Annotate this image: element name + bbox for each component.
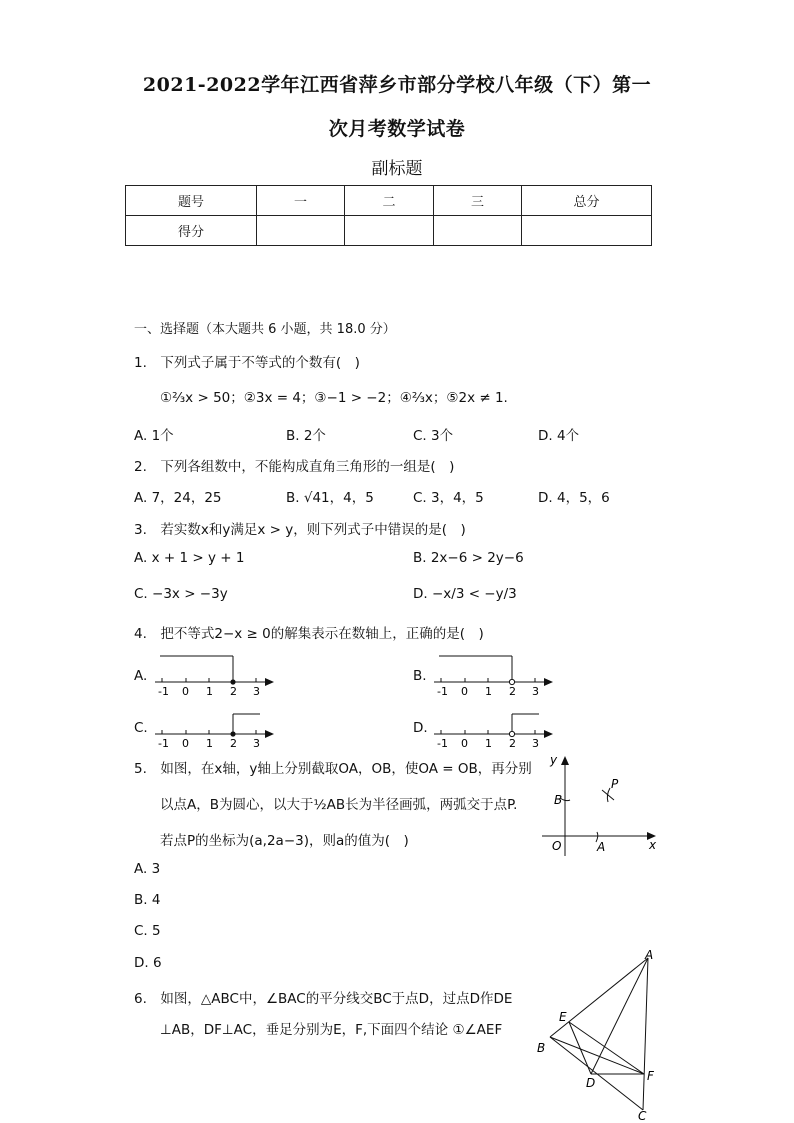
score-header-cell: 三 xyxy=(434,186,522,216)
q1-option-a[interactable]: A. 1个 xyxy=(134,428,174,444)
tick-label: 3 xyxy=(532,685,539,698)
label-b: B xyxy=(554,793,563,807)
tick-label: 2 xyxy=(230,685,237,698)
q2-option-d[interactable]: D. 4，5，6 xyxy=(538,490,610,506)
q3-option-c[interactable]: C. −3x > −3y xyxy=(134,586,228,602)
score-input-cell[interactable] xyxy=(522,216,652,246)
open-point xyxy=(509,679,514,684)
tick-label: 1 xyxy=(485,737,492,750)
label-e: E xyxy=(559,1010,567,1024)
score-table-score-row xyxy=(126,216,652,246)
tick-label: 3 xyxy=(532,737,539,750)
number-line-c xyxy=(150,704,280,750)
label-o: O xyxy=(552,839,562,853)
q4-option-a[interactable]: A. xyxy=(134,668,148,684)
segment-bf xyxy=(550,1037,644,1074)
score-table xyxy=(125,185,652,246)
tick-label: 3 xyxy=(253,685,260,698)
q3-option-d[interactable]: D. −x/3 < −y/3 xyxy=(413,586,517,602)
question-3-text: 3. 若实数x和y满足x > y，则下列式子中错误的是( ) xyxy=(134,522,466,538)
tick-label: -1 xyxy=(437,737,448,750)
q2-option-b[interactable]: B. √41，4，5 xyxy=(286,490,374,506)
tick-label: 0 xyxy=(182,737,189,750)
q3-option-b[interactable]: B. 2x−6 > 2y−6 xyxy=(413,550,524,566)
q2-option-a[interactable]: A. 7，24，25 xyxy=(134,490,222,506)
arrow-head xyxy=(544,678,553,686)
subtitle: 副标题 xyxy=(371,159,423,179)
score-input-cell[interactable] xyxy=(345,216,434,246)
side-ab xyxy=(550,958,648,1037)
tick-label: 0 xyxy=(461,685,468,698)
tick-label: 3 xyxy=(253,737,260,750)
q1-option-c[interactable]: C. 3个 xyxy=(413,428,454,444)
label-d: D xyxy=(586,1076,596,1090)
score-header-cell: 二 xyxy=(345,186,434,216)
number-line-a xyxy=(150,652,280,698)
tick-label: 1 xyxy=(485,685,492,698)
q5-option-d[interactable]: D. 6 xyxy=(134,955,162,971)
tick-label: -1 xyxy=(158,737,169,750)
arrow-head xyxy=(265,678,274,686)
label-f: F xyxy=(647,1069,654,1083)
score-header-cell: 一 xyxy=(257,186,345,216)
q2-option-c[interactable]: C. 3，4，5 xyxy=(413,490,484,506)
q1-option-b[interactable]: B. 2个 xyxy=(286,428,326,444)
score-header-cell: 题号 xyxy=(126,186,257,216)
question-1-expressions: ①⅔x > 50；②3x = 4；③−1 > −2；④⅔x；⑤2x ≠ 1. xyxy=(160,390,508,406)
question-5-line-1: 5. 如图，在x轴，y轴上分别截取OA，OB，使OA = OB，再分别 xyxy=(134,761,532,777)
label-a: A xyxy=(597,840,606,854)
tick-label: 2 xyxy=(230,737,237,750)
q1-option-d[interactable]: D. 4个 xyxy=(538,428,580,444)
question-2-text: 2. 下列各组数中，不能构成直角三角形的一组是( ) xyxy=(134,459,455,475)
q5-coordinate-figure xyxy=(538,748,663,856)
title-line-2: 次月考数学试卷 xyxy=(328,118,466,140)
label-p: P xyxy=(611,777,619,791)
section-heading: 一、选择题（本大题共 6 小题，共 18.0 分） xyxy=(134,322,396,337)
q4-option-d[interactable]: D. xyxy=(413,720,428,736)
question-4-text: 4. 把不等式2−x ≥ 0的解集表示在数轴上，正确的是( ) xyxy=(134,626,484,642)
question-1-text: 1. 下列式子属于不等式的个数有( ) xyxy=(134,355,360,371)
q5-option-a[interactable]: A. 3 xyxy=(134,861,161,877)
tick-label: 1 xyxy=(206,685,213,698)
q4-option-b[interactable]: B. xyxy=(413,668,427,684)
label-b: B xyxy=(537,1041,546,1055)
q3-option-a[interactable]: A. x + 1 > y + 1 xyxy=(134,550,245,566)
number-line-d xyxy=(429,704,559,750)
arrow-head xyxy=(544,730,553,738)
y-arrow xyxy=(561,756,569,765)
score-input-cell[interactable] xyxy=(257,216,345,246)
solid-point xyxy=(230,731,235,736)
open-point xyxy=(509,731,514,736)
question-5-line-2: 以点A，B为圆心，以大于½AB长为半径画弧，两弧交于点P. xyxy=(160,797,518,813)
tick-label: -1 xyxy=(437,685,448,698)
tick-label: 0 xyxy=(461,737,468,750)
tick-label: 2 xyxy=(509,737,516,750)
label-a: A xyxy=(645,948,654,962)
title-line-1: 2021-2022学年江西省萍乡市部分学校八年级（下）第一 xyxy=(142,74,652,96)
q6-triangle-figure xyxy=(533,946,665,1123)
score-table-header-row xyxy=(126,186,652,216)
tick-label: 0 xyxy=(182,685,189,698)
label-x: x xyxy=(649,838,657,852)
score-header-cell: 总分 xyxy=(522,186,652,216)
tick-label: 2 xyxy=(509,685,516,698)
q5-option-c[interactable]: C. 5 xyxy=(134,923,161,939)
label-c: C xyxy=(638,1109,647,1123)
arrow-head xyxy=(265,730,274,738)
tick-label: 1 xyxy=(206,737,213,750)
solid-point xyxy=(230,679,235,684)
label-y: y xyxy=(550,753,558,767)
number-line-b xyxy=(429,652,559,698)
score-input-cell[interactable] xyxy=(434,216,522,246)
question-6-line-2: ⊥AB，DF⊥AC，垂足分别为E，F,下面四个结论 ①∠AEF xyxy=(160,1022,503,1038)
q5-option-b[interactable]: B. 4 xyxy=(134,892,161,908)
question-5-line-3: 若点P的坐标为(a,2a−3)，则a的值为( ) xyxy=(160,833,409,849)
score-row-label: 得分 xyxy=(126,216,257,246)
q4-option-c[interactable]: C. xyxy=(134,720,148,736)
side-ac xyxy=(643,958,648,1110)
tick-label: -1 xyxy=(158,685,169,698)
question-6-line-1: 6. 如图，△ABC中，∠BAC的平分线交BC于点D，过点D作DE xyxy=(134,991,513,1007)
